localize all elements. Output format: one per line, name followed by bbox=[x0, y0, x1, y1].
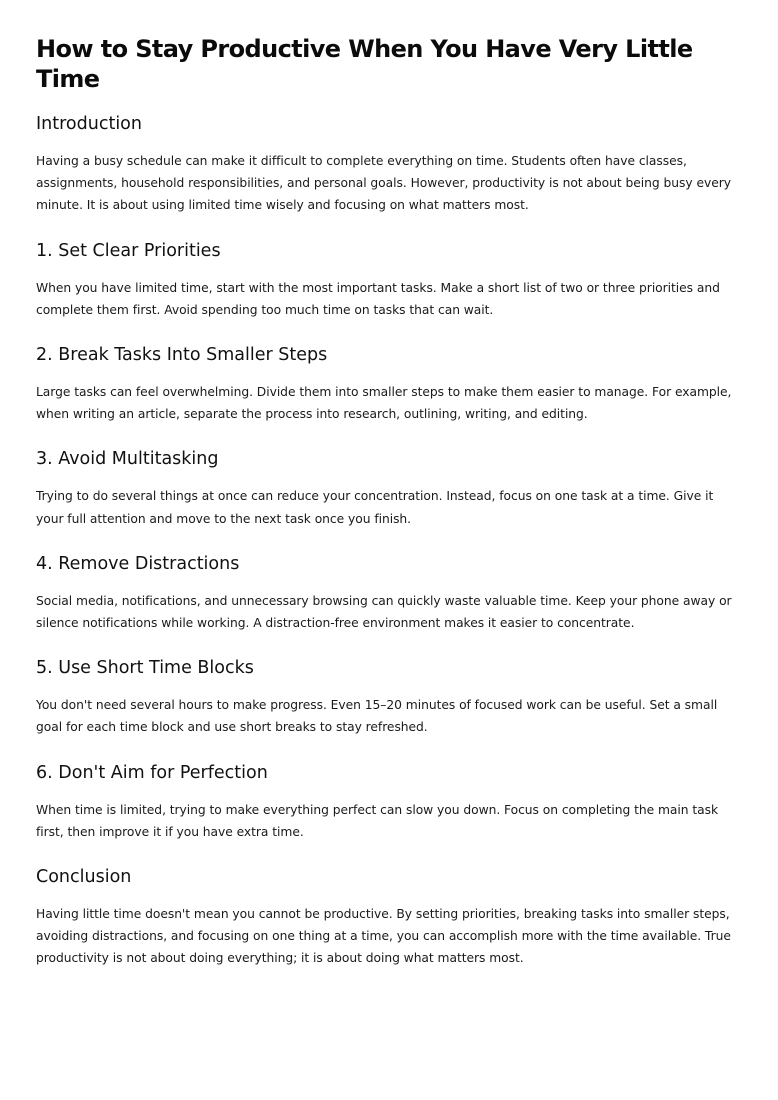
section-body-break-tasks: Large tasks can feel overwhelming. Divide them into smaller steps to make them easier to manage. For example, when writing an article, separate the process into research, outlining, writing, and editing. bbox=[36, 385, 732, 422]
section-short-time-blocks bbox=[36, 655, 742, 738]
section-body-short-time-blocks: You don't need several hours to make progress. Even 15–20 minutes of focused work can be useful. Set a small goal for each time block and use short breaks to stay refreshed. bbox=[36, 698, 718, 735]
section-heading-avoid-multitasking: 3. Avoid Multitasking bbox=[36, 449, 219, 470]
section-break-tasks bbox=[36, 342, 742, 425]
section-heading-dont-aim-for-perfection: 6. Don't Aim for Perfection bbox=[36, 762, 268, 783]
section-body-introduction: Having a busy schedule can make it difficult to complete everything on time. Students often have classes, assignments, household responsibilities, and personal goals. However, productivity is not about being busy every minute. It is about using limited time wisely and focusing on what matters most. bbox=[36, 154, 731, 213]
section-body-avoid-multitasking: Trying to do several things at once can reduce your concentration. Instead, focus on one task at a time. Give it your full attention and move to the next task once you finish. bbox=[36, 489, 714, 526]
section-body-set-clear-priorities: When you have limited time, start with the most important tasks. Make a short list of two or three priorities and complete them first. Avoid spending too much time on tasks that can wait. bbox=[36, 280, 720, 317]
section-heading-set-clear-priorities: 1. Set Clear Priorities bbox=[36, 240, 221, 261]
section-introduction bbox=[36, 111, 742, 217]
section-body-dont-aim-for-perfection: When time is limited, trying to make everything perfect can slow you down. Focus on completing the main task first, then improve it if you have extra time. bbox=[36, 802, 719, 839]
section-heading-short-time-blocks: 5. Use Short Time Blocks bbox=[36, 658, 254, 679]
section-body-conclusion: Having little time doesn't mean you cannot be productive. By setting priorities, breaking tasks into smaller steps, avoiding distractions, and focusing on one thing at a time, you can accomplish more with the time available. True productivity is not about doing everything; it is about doing what matters most. bbox=[36, 907, 731, 966]
document-title: How to Stay Productive When You Have Very Little Time bbox=[36, 35, 693, 93]
section-set-clear-priorities bbox=[36, 238, 742, 321]
section-conclusion bbox=[36, 864, 742, 970]
section-heading-break-tasks: 2. Break Tasks Into Smaller Steps bbox=[36, 345, 328, 366]
section-heading-introduction: Introduction bbox=[36, 114, 142, 134]
section-avoid-multitasking bbox=[36, 446, 742, 529]
section-heading-conclusion: Conclusion bbox=[36, 867, 132, 888]
section-dont-aim-for-perfection bbox=[36, 760, 742, 843]
section-remove-distractions bbox=[36, 551, 742, 634]
section-body-remove-distractions: Social media, notifications, and unnecessary browsing can quickly waste valuable time. Keep your phone away or silence notifications while working. A distraction-free environment makes it easier to concentrate. bbox=[36, 593, 732, 631]
section-heading-remove-distractions: 4. Remove Distractions bbox=[36, 553, 240, 574]
